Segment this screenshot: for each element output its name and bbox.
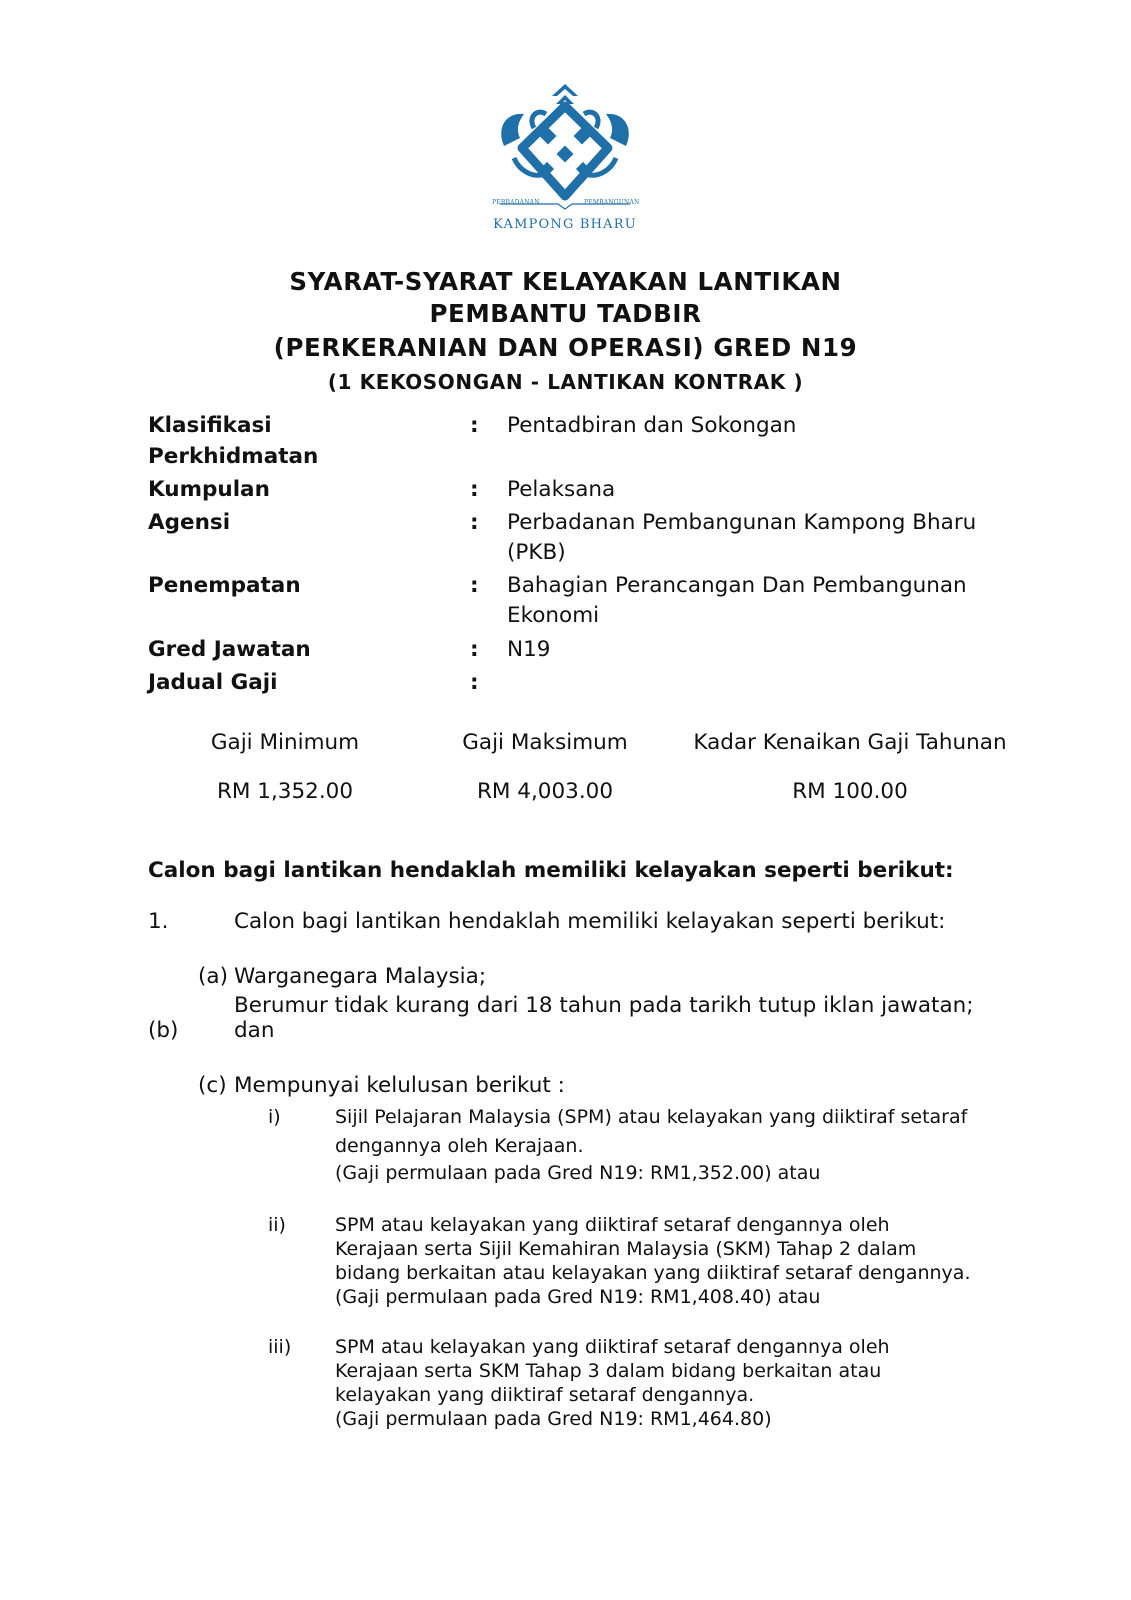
item-a-label: (a) — [198, 964, 228, 989]
salary-header-min: Gaji Minimum — [210, 730, 360, 755]
value-agensi-1: Perbadanan Pembangunan Kampong Bharu — [507, 510, 977, 535]
pkb-logo — [490, 78, 640, 236]
title-line-3: (PERKERANIAN DAN OPERASI) GRED N19 — [273, 333, 858, 362]
value-penempatan-1: Bahagian Perancangan Dan Pembangunan — [507, 573, 967, 598]
salary-header-increment: Kadar Kenaikan Gaji Tahunan — [693, 730, 1007, 755]
sub-ii-line-4: (Gaji permulaan pada Gred N19: RM1,408.40) atau — [335, 1286, 821, 1308]
item-text: Calon bagi lantikan hendaklah memiliki kelayakan seperti berikut: — [234, 909, 946, 934]
item-c-text: Mempunyai kelulusan berikut : — [234, 1073, 565, 1098]
label-klasifikasi-1: Klasifikasi — [148, 413, 272, 438]
sub-i-line-1: Sijil Pelajaran Malaysia (SPM) atau kelayakan yang diiktiraf setaraf — [335, 1106, 968, 1128]
colon: : — [470, 477, 479, 502]
sub-i-line-3: (Gaji permulaan pada Gred N19: RM1,352.00) atau — [335, 1162, 821, 1184]
item-b-text-2: dan — [234, 1018, 275, 1043]
sub-ii-line-1: SPM atau kelayakan yang diiktiraf setaraf dengannya oleh — [335, 1214, 890, 1236]
colon: : — [470, 413, 479, 438]
sub-iii-line-1: SPM atau kelayakan yang diiktiraf setaraf dengannya oleh — [335, 1336, 890, 1358]
label-kumpulan: Kumpulan — [148, 477, 270, 502]
salary-value-min: RM 1,352.00 — [216, 779, 354, 804]
colon: : — [470, 510, 479, 535]
colon: : — [470, 573, 479, 598]
title-line-2: PEMBANTU TADBIR — [429, 299, 702, 328]
sub-iii-label: iii) — [268, 1336, 292, 1358]
title-line-4: (1 KEKOSONGAN - LANTIKAN KONTRAK ) — [327, 370, 804, 394]
requirements-heading: Calon bagi lantikan hendaklah memiliki kelayakan seperti berikut: — [148, 858, 954, 883]
pkb-emblem-icon — [490, 78, 640, 210]
title-line-1: SYARAT-SYARAT KELAYAKAN LANTIKAN — [289, 267, 842, 296]
colon: : — [470, 670, 479, 695]
value-agensi-2: (PKB) — [507, 540, 566, 565]
salary-value-max: RM 4,003.00 — [476, 779, 614, 804]
sub-ii-label: ii) — [268, 1214, 286, 1236]
sub-ii-line-3: bidang berkaitan atau kelayakan yang diiktiraf setaraf dengannya. — [335, 1262, 971, 1284]
sub-ii-line-2: Kerajaan serta Sijil Kemahiran Malaysia (SKM) Tahap 2 dalam — [335, 1238, 917, 1260]
item-b-text-1: Berumur tidak kurang dari 18 tahun pada tarikh tutup iklan jawatan; — [234, 993, 974, 1018]
sub-iii-line-2: Kerajaan serta SKM Tahap 3 dalam bidang berkaitan atau — [335, 1360, 882, 1382]
value-klasifikasi: Pentadbiran dan Sokongan — [507, 413, 797, 438]
label-gred: Gred Jawatan — [148, 637, 311, 662]
value-gred: N19 — [507, 637, 551, 662]
item-number: 1. — [148, 909, 169, 934]
salary-value-increment: RM 100.00 — [792, 779, 908, 804]
item-a-text: Warganegara Malaysia; — [234, 964, 487, 989]
item-b-label: (b) — [148, 1018, 179, 1043]
sub-i-label: i) — [268, 1106, 281, 1128]
sub-i-line-2: dengannya oleh Kerajaan. — [335, 1135, 584, 1157]
colon: : — [470, 637, 479, 662]
sub-iii-line-3: kelayakan yang diiktiraf setaraf dengannya. — [335, 1384, 755, 1406]
logo-name: KAMPONG BHARU — [493, 217, 637, 232]
logo-text-left: PERBADANAN — [492, 199, 540, 206]
logo-text-right: PEMBANGUNAN — [584, 199, 640, 206]
label-jadual-gaji: Jadual Gaji — [148, 670, 278, 695]
sub-iii-line-4: (Gaji permulaan pada Gred N19: RM1,464.80) — [335, 1408, 772, 1430]
label-klasifikasi-2: Perkhidmatan — [148, 444, 319, 469]
item-c-label: (c) — [198, 1073, 227, 1098]
salary-header-max: Gaji Maksimum — [462, 730, 628, 755]
value-kumpulan: Pelaksana — [507, 477, 616, 502]
label-penempatan: Penempatan — [148, 573, 301, 598]
value-penempatan-2: Ekonomi — [507, 603, 600, 628]
label-agensi: Agensi — [148, 510, 231, 535]
